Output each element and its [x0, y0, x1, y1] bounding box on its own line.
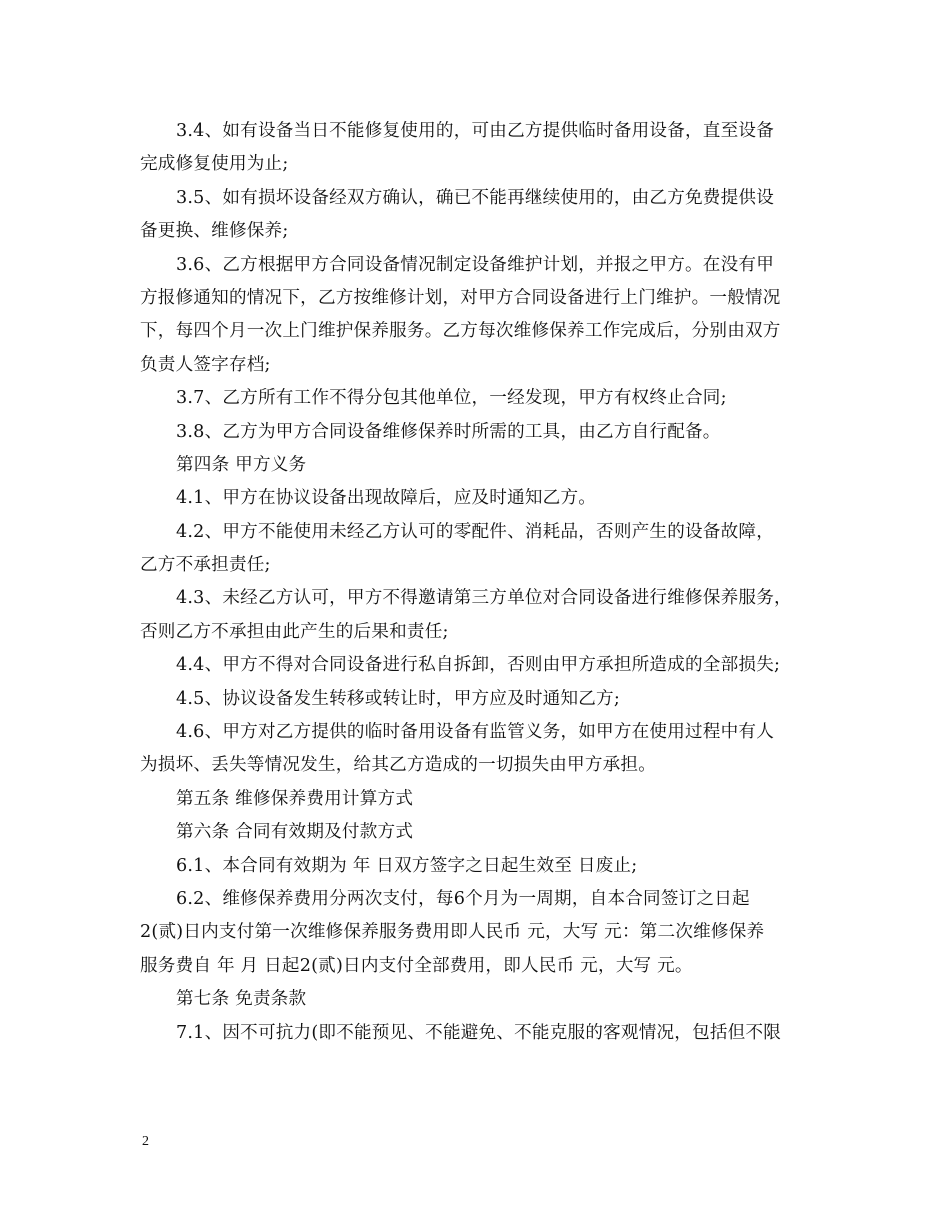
section-heading: 第七条 免责条款	[176, 989, 307, 1010]
paragraph-line: 方报修通知的情况下，乙方按维修计划，对甲方合同设备进行上门维护。一般情况	[140, 287, 781, 308]
paragraph-line: 4.5、协议设备发生转移或转让时，甲方应及时通知乙方;	[176, 688, 620, 709]
paragraph-line: 6.1、本合同有效期为 年 日双方签字之日起生效至 日废止;	[176, 855, 638, 876]
paragraph-line: 4.4、甲方不得对合同设备进行私自拆卸，否则由甲方承担所造成的全部损失;	[176, 655, 781, 676]
paragraph-line: 4.3、未经乙方认可，甲方不得邀请第三方单位对合同设备进行维修保养服务，	[176, 588, 792, 609]
section-heading: 第四条 甲方义务	[176, 454, 307, 475]
paragraph-line: 服务费自 年 月 日起2(贰)日内支付全部费用，即人民币 元，大写 元。	[140, 955, 693, 976]
paragraph-line: 备更换、维修保养;	[140, 221, 289, 242]
paragraph-line: 否则乙方不承担由此产生的后果和责任;	[140, 621, 449, 642]
paragraph-line: 7.1、因不可抗力(即不能预见、不能避免、不能克服的客观情况，包括但不限	[176, 1022, 782, 1043]
section-heading: 第五条 维修保养费用计算方式	[176, 788, 414, 809]
paragraph-line: 3.6、乙方根据甲方合同设备情况制定设备维护计划，并报之甲方。在没有甲	[176, 254, 774, 275]
paragraph-line: 负责人签字存档;	[140, 354, 271, 375]
paragraph-line: 6.2、维修保养费用分两次支付，每6个月为一周期，自本合同签订之日起	[176, 888, 750, 909]
page-number: 2	[142, 1134, 149, 1149]
paragraph-line: 4.6、甲方对乙方提供的临时备用设备有监管义务，如甲方在使用过程中有人	[176, 722, 774, 743]
document-body	[140, 115, 820, 1050]
section-heading: 第六条 合同有效期及付款方式	[176, 822, 414, 843]
paragraph-line: 为损坏、丢失等情况发生，给其乙方造成的一切损失由甲方承担。	[140, 755, 657, 776]
paragraph-line: 4.2、甲方不能使用未经乙方认可的零配件、消耗品，否则产生的设备故障，	[176, 521, 774, 542]
paragraph-line: 3.5、如有损坏设备经双方确认，确已不能再继续使用的，由乙方免费提供设	[176, 187, 774, 208]
paragraph-line: 3.4、如有设备当日不能修复使用的，可由乙方提供临时备用设备，直至设备	[176, 121, 774, 141]
paragraph-line: 3.7、乙方所有工作不得分包其他单位，一经发现，甲方有权终止合同;	[176, 388, 727, 409]
paragraph-line: 下，每四个月一次上门维护保养服务。乙方每次维修保养工作完成后，分别由双方	[140, 321, 781, 342]
paragraph-line: 4.1、甲方在协议设备出现故障后，应及时通知乙方。	[176, 488, 597, 509]
paragraph-line: 乙方不承担责任;	[140, 555, 271, 576]
paragraph-line: 2(贰)日内支付第一次维修保养服务费用即人民币 元，大写 元：第二次维修保养	[140, 922, 765, 943]
paragraph-line: 3.8、乙方为甲方合同设备维修保养时所需的工具，由乙方自行配备。	[176, 421, 721, 442]
paragraph-line: 完成修复使用为止;	[140, 154, 289, 175]
